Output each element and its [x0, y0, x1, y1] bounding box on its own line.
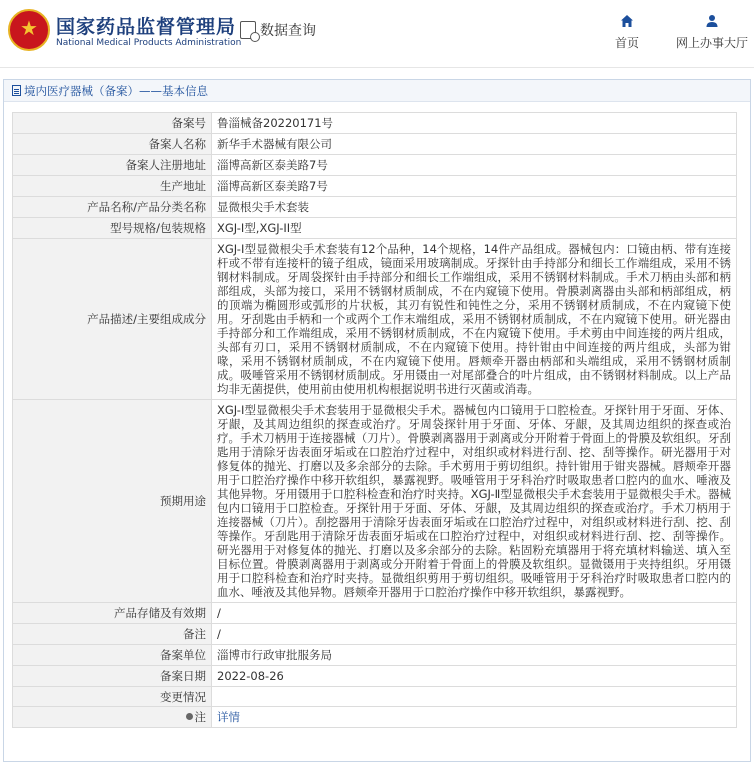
table-row [13, 218, 737, 239]
field-label: 产品名称/产品分类名称 [13, 197, 212, 218]
field-label: 变更情况 [13, 687, 212, 707]
record-table [12, 112, 737, 728]
field-label: 备注 [13, 624, 212, 645]
nav-online-hall-label: 网上办事大厅 [675, 36, 748, 50]
field-label: 型号规格/包装规格 [13, 218, 212, 239]
detail-link[interactable]: 详情 [217, 710, 240, 724]
panel-header [4, 80, 750, 102]
field-value: XGJ-I型,XGJ-II型 [212, 218, 737, 239]
table-row [13, 666, 737, 687]
site-subtitle: National Medical Products Administration [56, 38, 242, 48]
data-query-link[interactable] [240, 20, 316, 40]
table-row [13, 176, 737, 197]
field-label: 备案号 [13, 113, 212, 134]
table-row [13, 707, 737, 728]
emblem-logo[interactable] [8, 9, 50, 51]
field-value: 鲁淄械备20220171号 [212, 113, 737, 134]
field-value: 2022-08-26 [212, 666, 737, 687]
table-row [13, 603, 737, 624]
field-value [212, 687, 737, 707]
panel-title: 境内医疗器械（备案）——基本信息 [24, 83, 208, 98]
table-row [13, 687, 737, 707]
field-value: / [212, 624, 737, 645]
pin-icon [186, 713, 193, 720]
field-label: 产品存储及有效期 [13, 603, 212, 624]
table-row [13, 155, 737, 176]
table-row [13, 134, 737, 155]
field-label: 产品描述/主要组成成分 [13, 239, 212, 400]
table-row [13, 624, 737, 645]
site-header [0, 0, 754, 68]
table-row [13, 197, 737, 218]
field-label: 备案人名称 [13, 134, 212, 155]
field-value: XGJ-Ⅰ型显微根尖手术套装用于显微根尖手术。器械包内口镜用于口腔检查。牙探针用于牙面、牙体、牙龈，及其周边组织的探查或治疗。牙周袋探针用于牙面、牙体、牙龈，及其周边组织的探查或治疗。手术刀柄用于连接器械（刀片）。骨膜剥离器用于剥离或分开附着于骨面上的骨膜及软组织。牙刮匙用于清除牙齿表面牙垢或在口腔治疗过程中，对组织或材料进行刮、挖、刮等操作。研光器用于对修复体的抛光、打磨以及多余部分的去除。手术剪用于剪切组织。持针钳用于钳夹器械。唇颊牵开器用于口腔治疗操作中移开软组织，暴露视野。吸唾管用于牙科治疗时吸取患者口腔内的血水、唾液及其他异物。牙用镊用于口腔科检查和治疗时夹持。XGJ-Ⅱ型显微根尖手术套装用于显微根尖手术。器械包内口镜用于口腔检查。牙探针用于牙面、牙体、牙龈，及其周边组织的探查或治疗。手术刀柄用于连接器械（刀片）。刮挖器用于清除牙齿表面牙垢或在口腔治疗过程中，对组织或材料进行刮、挖、刮等操作。牙刮匙用于清除牙齿表面牙垢或在口腔治疗过程中，对组织或材料进行刮、挖、刮等操作。研光器用于对修复体的抛光、打磨以及多余部分的去除。粘固粉充填器用于将充填材料输送、填入至目标位置。骨膜剥离器用于剥离或分开附着于骨面上的骨膜及软组织。显微镊用于夹持组织。牙用镊用于口腔科检查和治疗时夹持。显微组织剪用于剪切组织。吸唾管用于牙科治疗时吸取患者口腔内的血水、唾液及其他异物。唇颊牵开器用于口腔治疗操作中移开软组织，暴露视野。 [212, 400, 737, 603]
field-value: 淄博市行政审批服务局 [212, 645, 737, 666]
field-label: 生产地址 [13, 176, 212, 197]
field-label: 备案日期 [13, 666, 212, 687]
field-value: XGJ-Ⅰ型显微根尖手术套装有12个品种，14个规格，14件产品组成。器械包内：口镜由柄、带有连接杆或不带有连接杆的镜子组成，镜面采用玻璃制成。牙探针由手持部分和细长工作端组成，采用不锈钢材料制成。牙周袋探针由手持部分和细长工作端组成，采用不锈钢材料制成。手术刀柄由头部和柄部组成，头部为接口，采用不锈钢材质制成，不在内窥镜下使用。骨膜剥离器由头部和柄部组成，柄的顶端为椭圆形或弧形的片状板，其刃有锐性和钝性之分，采用不锈钢材质制成，不在内窥镜下使用。牙刮匙由手柄和一个或两个工作末端组成，采用不锈钢材质制成，不在内窥镜下使用。研光器由手持部分和工作端组成，采用不锈钢材质制成，不在内窥镜下使用。手术剪由中间连接的两片组成，头部有刃口，采用不锈钢材质制成，不在内窥镜下使用。持针钳由中间连接的两片组成，头部为钳喙，采用不锈钢材质制成，不在内窥镜下使用。唇颊牵开器由柄部和头端组成，采用不锈钢材质制成。吸唾管采用不锈钢材质制成。牙用镊由一对尾部叠合的叶片组成，由不锈钢材料制成。以上产品均非无菌提供，使用前由使用机构根据说明书进行灭菌或消毒。 [212, 239, 737, 400]
field-value: 淄博高新区泰美路7号 [212, 176, 737, 197]
record-panel [3, 79, 751, 762]
field-label: 备案人注册地址 [13, 155, 212, 176]
nav-item-online-hall[interactable] [670, 14, 754, 51]
home-icon [620, 14, 634, 28]
search-icon [240, 21, 256, 39]
top-nav [584, 14, 754, 51]
table-row [13, 645, 737, 666]
nav-item-home[interactable] [592, 14, 662, 51]
table-row [13, 239, 737, 400]
document-icon [12, 85, 21, 96]
field-value: / [212, 603, 737, 624]
field-label: 备案单位 [13, 645, 212, 666]
note-label-cell [13, 707, 212, 728]
field-value: 显微根尖手术套装 [212, 197, 737, 218]
table-row [13, 400, 737, 603]
field-label: 预期用途 [13, 400, 212, 603]
nav-home-label: 首页 [614, 36, 639, 50]
field-value: 新华手术器械有限公司 [212, 134, 737, 155]
note-value-cell [212, 707, 737, 728]
field-value: 淄博高新区泰美路7号 [212, 155, 737, 176]
user-icon [705, 14, 719, 28]
table-row [13, 113, 737, 134]
data-query-label: 数据查询 [260, 23, 316, 39]
field-label: 注 [194, 710, 206, 724]
site-title[interactable]: 国家药品监督管理局 [56, 16, 237, 38]
